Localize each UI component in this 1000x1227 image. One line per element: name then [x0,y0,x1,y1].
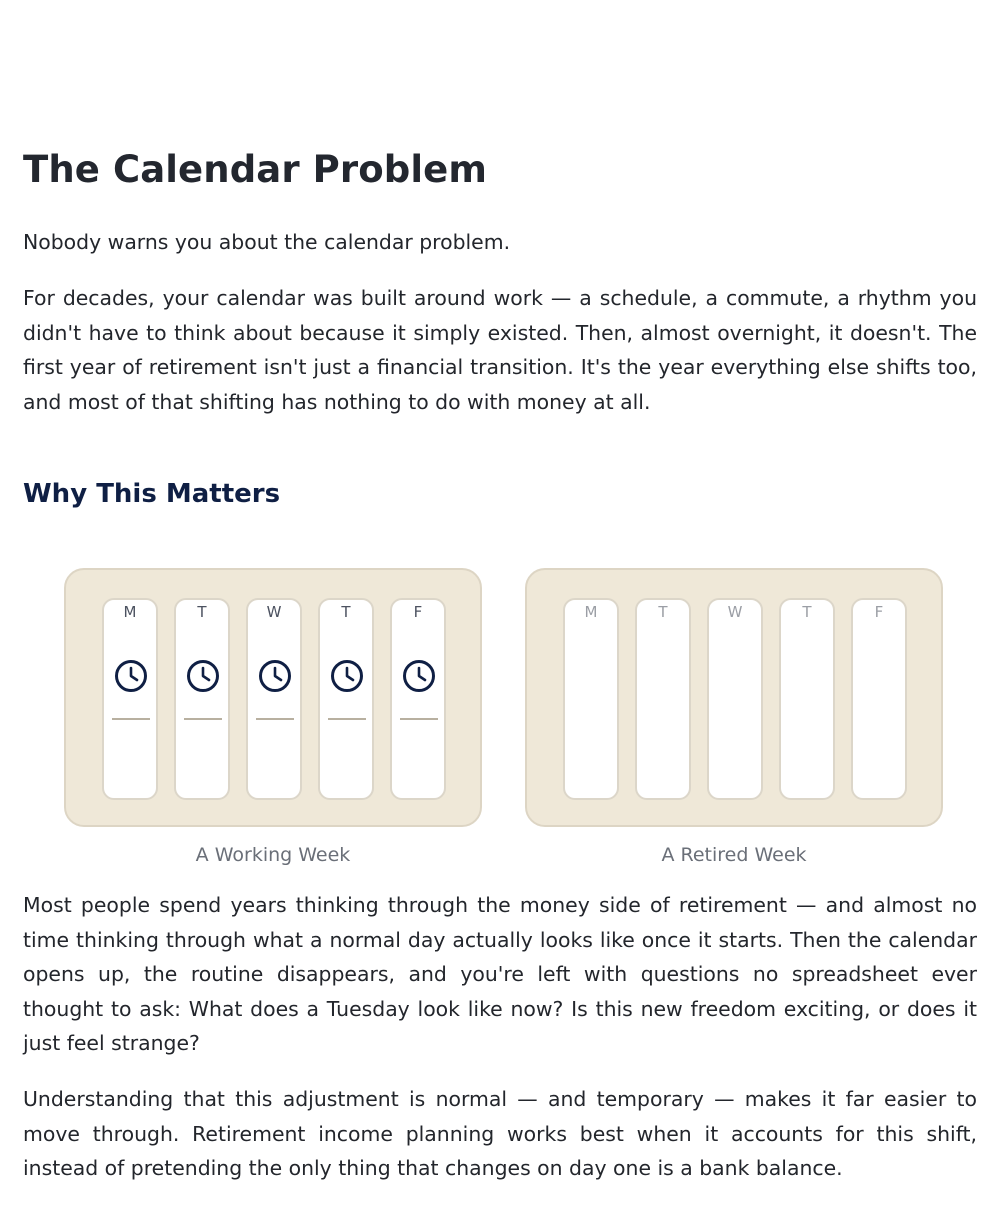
working-week-figure [64,568,482,866]
day-label: W [727,603,743,621]
divider-line [112,718,150,720]
retired-day-column [851,598,907,800]
page-title: The Calendar Problem [23,148,487,191]
retired-day-column [707,598,763,800]
retired-week-figure [525,568,943,866]
clock-icon [258,659,292,693]
day-label: F [413,603,423,621]
day-label: T [341,603,351,621]
retired-day-column [635,598,691,800]
working-week-caption: A Working Week [195,844,351,866]
divider-line [400,718,438,720]
day-label: T [197,603,207,621]
clock-icon [402,659,436,693]
working-day-column [246,598,302,800]
working-day-column [174,598,230,800]
paragraph-decades: For decades, your calendar was built around work — a schedule, a commute, a rhythm you didn't have to think about because it simply existed. Then, almost overnight, it doesn't. The first year of retirement isn't just a financial transition. It's the year everything else shifts too, and most of that shifting has nothing to do with money at all. [23,286,977,414]
intro-paragraph: Nobody warns you about the calendar problem. [23,230,511,254]
day-label: W [266,603,282,621]
retired-week-caption: A Retired Week [661,844,807,866]
day-label: M [584,603,598,621]
day-label: T [658,603,668,621]
divider-line [184,718,222,720]
working-day-column [102,598,158,800]
clock-icon [114,659,148,693]
retired-week-board [525,568,943,827]
clock-icon [186,659,220,693]
day-label: F [874,603,884,621]
divider-line [256,718,294,720]
clock-icon [330,659,364,693]
day-label: T [802,603,812,621]
paragraph-money-side: Most people spend years thinking through the money side of retirement — and almost no time thinking through what a normal day actually looks like once it starts. Then the calendar opens up, the routine disappears, and you're left with questions no spreadsheet ever thought to ask: What does a Tuesday look like now? Is this new freedom exciting, or does it just feel strange? [23,893,977,1056]
paragraph-adjustment: Understanding that this adjustment is normal — and temporary — makes it far easier to move through. Retirement income planning works best when it accounts for this shift, instead of pretending the only thing that changes on day one is a bank balance. [23,1087,977,1181]
retired-day-column [563,598,619,800]
working-day-column [318,598,374,800]
working-week-board [64,568,482,827]
section-heading: Why This Matters [23,479,281,509]
day-label: M [123,603,137,621]
retired-day-column [779,598,835,800]
working-day-column [390,598,446,800]
divider-line [328,718,366,720]
